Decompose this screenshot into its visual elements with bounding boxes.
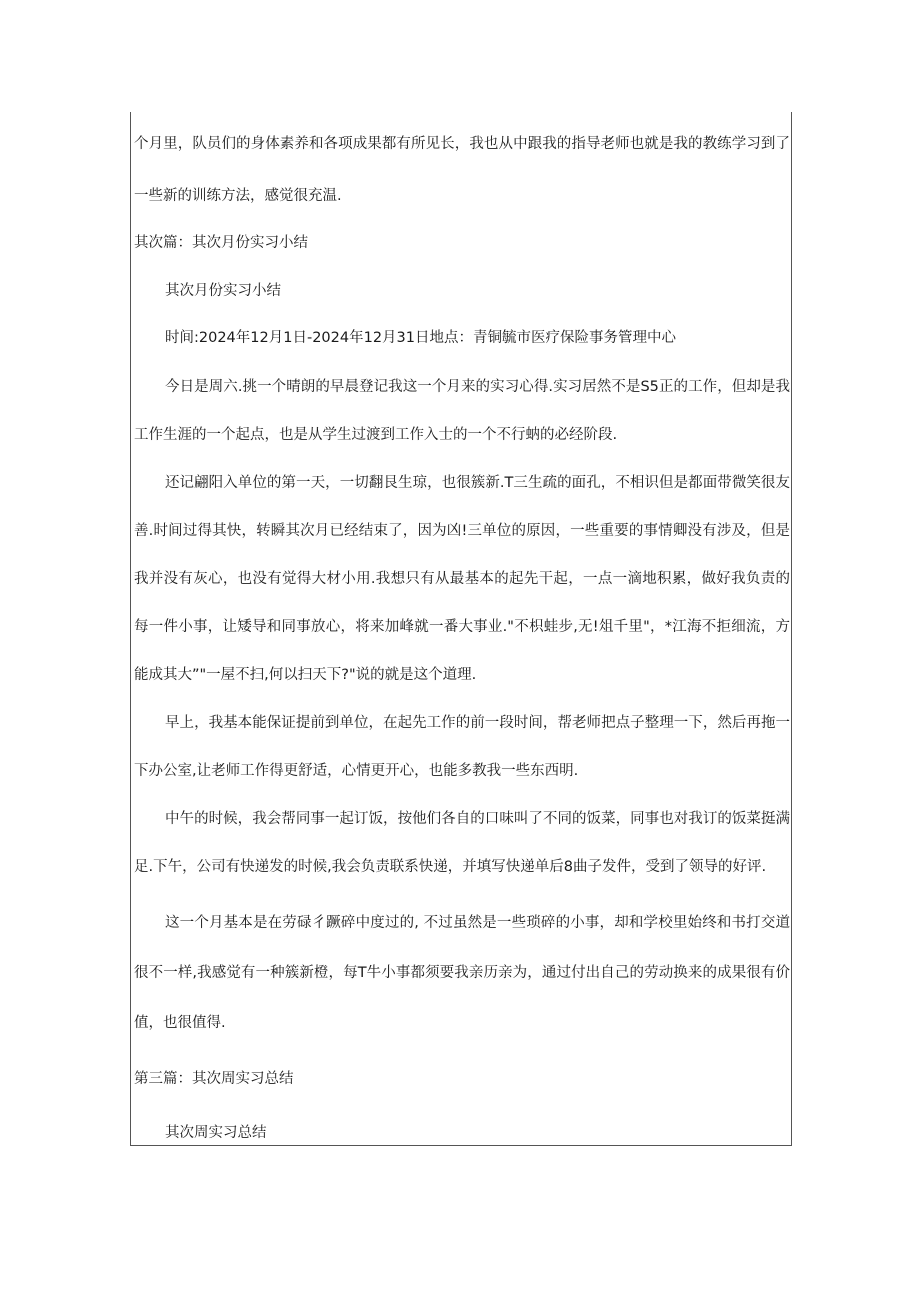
paragraph-4-line-1: 中午的时候，我会帮同事一起订饭，按他们各自的口味叫了不同的饭菜，同事也对我订的饭菜挺满: [165, 811, 790, 827]
body-line-1: 个月里，队员们的身体素养和各项成果都有所见长，我也从中跟我的指导老师也就是我的教练学习到了: [134, 136, 790, 152]
paragraph-5-line-1: 这一个月基本是在劳碌彳蹶碎中度过的, 不过虽然是一些琐碎的小事，却和学校里始终和书打交道: [165, 915, 790, 931]
paragraph-2-line-2: 善.时间过得其快，转瞬其次月已经结束了，因为凶!三单位的原因，一些重要的事情卿没有涉及，但是: [134, 523, 790, 539]
paragraph-5-line-2: 很不一样,我感觉有一种簇新橙，每T牛小事都须要我亲历亲为，通过付出自己的劳动换来的成果很有价: [134, 965, 790, 981]
paragraph-2-line-3: 我并没有灰心，也没有觉得大材小用.我想只有从最基本的起先干起，一点一滴地积累，做好我负责的: [134, 571, 790, 587]
paragraph-1-line-2: 工作生涯的一个起点，也是从学生过渡到工作入士的一个不行蚋的必经阶段.: [134, 427, 618, 443]
paragraph-4-line-2: 足.下午，公司有快递发的时候,我会负责联系快递，并填写快递单后8曲子发件，受到了领导的好评.: [134, 859, 767, 875]
paragraph-3-line-1: 早上，我基本能保证提前到单位，在起先工作的前一段时间，帮老师把点子整理一下，然后再拖一: [165, 715, 790, 731]
paragraph-2-line-4: 每一件小事，让矮导和同事放心，将来加峰就一番大事业."不枳蛙步,无!俎千里"，*江海不拒细流，方: [134, 619, 790, 635]
section-subtitle-2: 其次月份实习小结: [165, 283, 281, 299]
paragraph-5-line-3: 值，也很值得.: [134, 1015, 226, 1031]
section-heading-3: 第三篇：其次周实习总结: [134, 1071, 294, 1087]
time-location-line: 时间:2024年12月1日-2024年12月31日地点：青铜毓市医疗保险事务管理中心: [165, 330, 676, 346]
paragraph-1-line-1: 今日是周六.挑一个晴朗的早晨登记我这一个月来的实习心得.实习居然不是S5正的工作，但却是我: [165, 379, 790, 395]
section-subtitle-3: 其次周实习总结: [165, 1125, 267, 1141]
paragraph-3-line-2: 下办公室,让老师工作得更舒适，心情更开心，也能多教我一些东西明.: [134, 763, 579, 779]
body-line-2: 一些新的训练方法，感觉很充温.: [134, 188, 342, 204]
paragraph-2-line-5: 能成其大”"一屋不扫,何以扫天下?"说的就是这个道理.: [134, 667, 477, 683]
paragraph-2-line-1: 还记翩阳入单位的第一天，一切翻艮生琼，也很簇新.T三生疏的面孔，不相识但是都面带微笑很友: [165, 475, 790, 491]
section-heading-2: 其次篇：其次月份实习小结: [134, 235, 308, 251]
